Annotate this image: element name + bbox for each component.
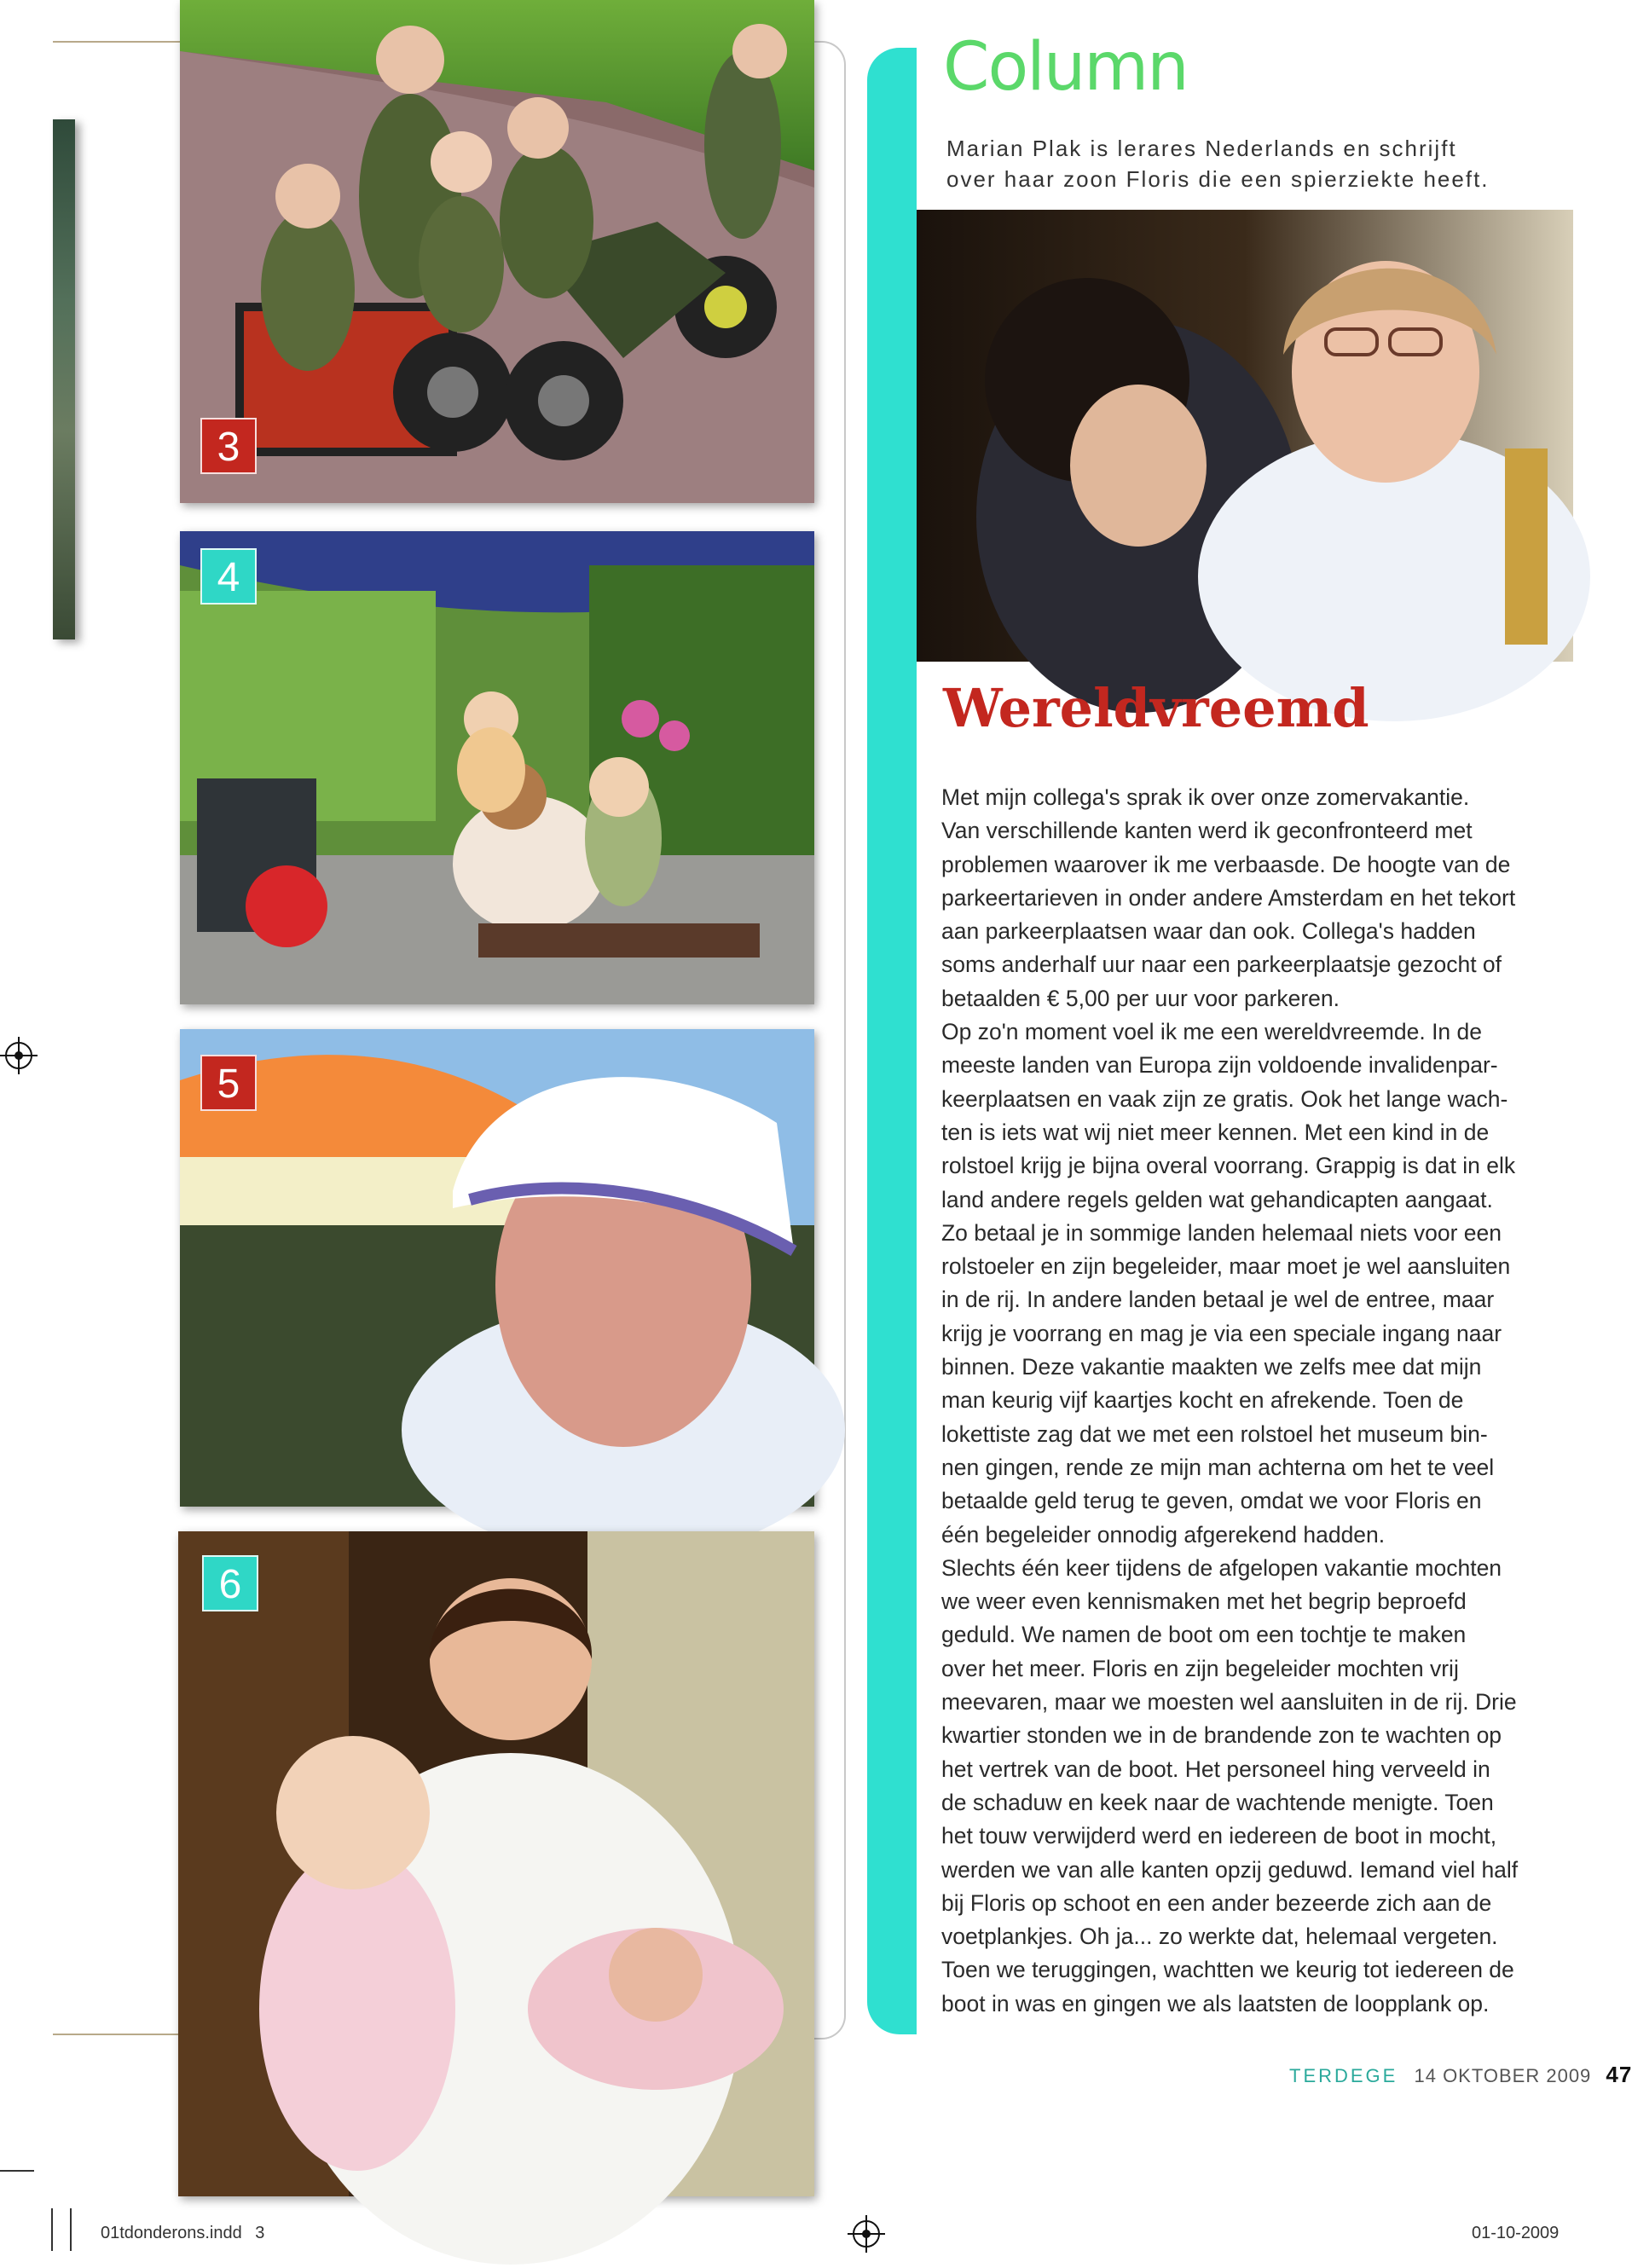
article-line: kwartier stonden we in de brandende zon te wachten op [941, 1722, 1502, 1749]
registration-mark-icon [853, 2220, 880, 2248]
article-line: nen gingen, rende ze mijn man achterna om het te veel [941, 1454, 1495, 1480]
teal-column-bracket [867, 48, 917, 2034]
article-line: Slechts één keer tijdens de afgelopen vakantie mochten [941, 1554, 1502, 1581]
crop-mark [51, 2208, 53, 2251]
article-line: lokettiste zag dat we met een rolstoel het museum bin- [941, 1420, 1488, 1447]
article-line: rolstoel krijg je bijna overal voorrang. Grappig is dat in elk [941, 1153, 1516, 1179]
photo-3-kids-camouflage [180, 0, 814, 503]
slug-sheet: 3 [255, 2224, 265, 2242]
column-intro [946, 133, 1543, 194]
footer-date: 14 OKTOBER 2009 [1414, 2065, 1592, 2086]
article-line: Zo betaal je in sommige landen helemaal niets voor een [941, 1219, 1502, 1246]
article-line: keerplaatsen en vaak zijn ze gratis. Ook het lange wach- [941, 1085, 1508, 1112]
article-line: parkeertarieven in onder andere Amsterdam en het tekort [941, 884, 1516, 911]
article-line: werden we van alle kanten opzij geduwd. Iemand viel half [941, 1856, 1519, 1883]
photo-5-number: 5 [200, 1055, 257, 1111]
crop-mark [70, 2208, 72, 2251]
article-line: over het meer. Floris en zijn begeleider mochten vrij [941, 1655, 1459, 1681]
article-line: betaalde geld terug te geven, omdat we voor Floris en [941, 1488, 1482, 1514]
article-line: ten is iets wat wij niet meer kennen. Met een kind in de [941, 1119, 1490, 1145]
article-line: bij Floris op schoot en een ander bezeerde zich aan de [941, 1889, 1492, 1916]
photo-4-garden [180, 531, 814, 1004]
article-line: rolstoeler en zijn begeleider, maar moet je wel aansluiten [941, 1253, 1511, 1280]
article-line: boot in was en gingen we als laatsten de loopplank op. [941, 1990, 1490, 2016]
column-intro-line-2: over haar zoon Floris die een spierziekte heeft. [946, 166, 1490, 192]
article-line: problemen waarover ik me verbaasde. De hoogte van de [941, 851, 1511, 877]
article-line: we weer even kennismaken met het begrip beproefd [941, 1588, 1467, 1615]
registration-mark-icon [5, 1042, 32, 1069]
article-line: het touw verwijderd werd en iedereen de boot in mocht, [941, 1823, 1497, 1849]
article-line: in de rij. In andere landen betaal je wel de entree, maar [941, 1287, 1495, 1313]
frame-curve [810, 41, 846, 2039]
top-rule [53, 41, 181, 43]
article-line: soms anderhalf uur naar een parkeerplaatsje gezocht of [941, 952, 1502, 978]
article-line: de schaduw en keek naar de wachtende menigte. Toen [941, 1789, 1494, 1815]
photo-6-number: 6 [202, 1555, 258, 1611]
photo-4-number: 4 [200, 548, 257, 605]
article-line: één begeleider onnodig afgerekend hadden. [941, 1521, 1386, 1548]
article-line: Van verschillende kanten werd ik geconfronteerd met [941, 818, 1473, 844]
slug-file [101, 2224, 264, 2243]
slug-date: 01-10-2009 [1472, 2224, 1560, 2242]
column-label: Column [943, 29, 1188, 106]
photo-6-woman-with-babies [178, 1531, 814, 2196]
page-number: 47 [1606, 2062, 1632, 2087]
partial-photo-left-edge [53, 119, 75, 639]
photo-5-man-in-hat [180, 1029, 814, 1507]
article-line: krijg je voorrang en mag je via een speciale ingang naar [941, 1320, 1502, 1346]
crop-mark [0, 2170, 34, 2172]
article-line: geduld. We namen de boot om een tochtje te maken [941, 1622, 1467, 1648]
article-line: meeste landen van Europa zijn voldoende invalidenpar- [941, 1052, 1498, 1079]
article-line: betaalden € 5,00 per uur voor parkeren. [941, 985, 1340, 1011]
article-line: land andere regels gelden wat gehandicapten aangaat. [941, 1186, 1493, 1212]
article-line: aan parkeerplaatsen waar dan ook. Collega's hadden [941, 918, 1476, 945]
author-portrait-photo [917, 210, 1573, 662]
article-line: Met mijn collega's sprak ik over onze zomervakantie. [941, 784, 1470, 810]
bottom-rule [53, 2034, 181, 2035]
page-footer [1289, 2062, 1632, 2088]
column-intro-line-1: Marian Plak is lerares Nederlands en schrijft [946, 136, 1457, 161]
article-line: Toen we teruggingen, wachtten we keurig tot iedereen de [941, 1957, 1514, 1983]
footer-brand: TERDEGE [1289, 2065, 1398, 2086]
photo-3-number: 3 [200, 418, 257, 474]
slug-filename: 01tdonderons.indd [101, 2224, 242, 2242]
article-line: Op zo'n moment voel ik me een wereldvreemde. In de [941, 1019, 1483, 1045]
article-line: man keurig vijf kaartjes kocht en afrekende. Toen de [941, 1387, 1464, 1414]
article-title: Wereldvreemd [943, 677, 1369, 739]
article-line: het vertrek van de boot. Het personeel hing verveeld in [941, 1756, 1490, 1782]
article-body [941, 781, 1538, 2021]
article-line: meevaren, maar we moesten wel aansluiten in de rij. Drie [941, 1689, 1517, 1715]
article-line: voetplankjes. Oh ja... zo werkte dat, helemaal vergeten. [941, 1924, 1498, 1950]
article-line: binnen. Deze vakantie maakten we zelfs mee dat mijn [941, 1354, 1482, 1380]
